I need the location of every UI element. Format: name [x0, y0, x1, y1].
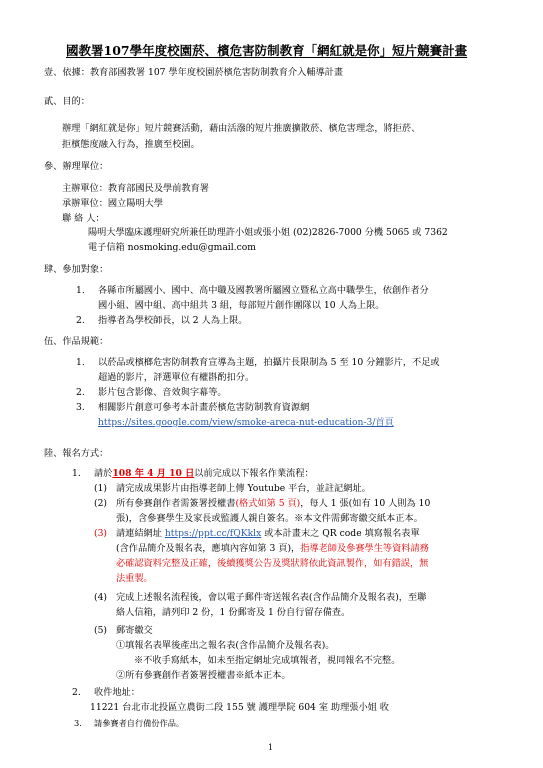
step-2-line-2: 張)，含參賽學生及家長或監護人親自簽名。※本文件需郵寄繳交紙本正本。 — [116, 513, 423, 524]
section-basis-label: 壹、依據： — [44, 67, 90, 78]
mailing-address: 11221 台北市北投區立農街二段 155 號 護理學院 604 室 助理張小姐 收 — [90, 702, 389, 713]
step-2-text-b: ，每人 1 張(如有 10 人則為 10 — [300, 498, 431, 509]
step-3-text-c: (含作品簡介及報名表，應填內容如第 3 頁)， — [116, 543, 301, 554]
registration-item-3-number: 3. — [74, 718, 82, 728]
registration-deadline-suffix: 以前完成以下報名作業流程： — [194, 468, 314, 479]
registration-item-2-number: 2. — [72, 687, 81, 698]
host-unit: 主辦單位：教育部國民及學前教育署 — [62, 183, 209, 194]
rules-item-1-line-2: 超過的影片，評選單位有權斟酌扣分。 — [98, 372, 255, 383]
step-3-number: (3) — [94, 528, 108, 539]
section-rules-label: 伍、作品規範： — [44, 336, 109, 347]
contact-label: 聯 絡 人： — [62, 213, 105, 224]
step-1-line-1: 請完成成果影片由指導老師上傳 Youtube 平台，並註記網址。 — [116, 483, 371, 494]
step-3-warning-a: 指導老師及參賽學生等資料請務 — [300, 543, 429, 554]
step-5-item-1: ①填報名表單後產出之報名表(含作品簡介及報名表)。 — [116, 640, 335, 651]
section-units-label: 參、辦理單位： — [44, 161, 109, 172]
purpose-line-2: 拒檳態度融入行為，推廣至校園。 — [62, 139, 200, 150]
rules-item-1-line-1: 以菸品或檳榔危害防制教育宣導為主題，拍攝片長限制為 5 至 10 分鐘影片，不足或 — [98, 357, 440, 368]
purpose-line-1: 辦理「網紅就是你」短片競賽活動，藉由活潑的短片推廣擴散菸、檳危害理念，將拒菸、 — [62, 123, 421, 134]
eligibility-item-1-line-2: 國小組、國中組、高中組共 3 組，每部短片創作團隊以 10 人為上限。 — [98, 300, 385, 311]
step-2-line-1 — [116, 497, 430, 511]
document-title: 國教署107學年度校園菸、檳危害防制教育「網紅就是你」短片競賽計畫 — [66, 43, 468, 58]
mailing-address-label: 收件地址： — [94, 687, 140, 698]
step-3-warning-b: 必確認資料完整及正確，後續獲獎公告及獎狀將依此資訊製作，如有錯誤，無 — [116, 558, 429, 569]
section-basis — [44, 66, 343, 80]
step-3-line-1 — [116, 527, 420, 541]
step-2-number: (2) — [94, 498, 108, 509]
rules-item-3-number: 3. — [76, 402, 85, 413]
eligibility-item-1-line-1: 各縣市所屬國小、國中、高中職及國教署所屬國立暨私立高中職學生，依創作者分 — [98, 285, 429, 296]
page-number: 1 — [268, 743, 274, 752]
registration-item-3-line-1: 請參賽者自行備份作品。 — [94, 718, 185, 728]
contact-line-1: 陽明大學臨床護理研究所兼任助理許小姐或張小姐 (02)2826-7000 分機 5065 或 7362 — [88, 227, 448, 238]
rules-item-2-number: 2. — [76, 387, 85, 398]
registration-form-link[interactable]: https://ppt.cc/fQKklx — [164, 528, 262, 539]
step-4-line-2: 絡人信箱，請列印 2 份，1 份郵寄及 1 份自行留存備查。 — [116, 607, 351, 618]
registration-item-1-line — [94, 467, 314, 481]
organizer-unit: 承辦單位：國立陽明大學 — [62, 198, 164, 209]
step-2-format-note: (格式如第 5 頁) — [235, 498, 301, 509]
step-5-item-2: ②所有參賽創作者簽署授權書※紙本正本。 — [116, 670, 291, 681]
resource-website-link[interactable]: https://sites.google.com/view/smoke-areca-nut-education-3/首頁 — [98, 417, 394, 428]
section-basis-text: 教育部國教署 107 學年度校園菸檳危害防制教育介入輔導計畫 — [89, 67, 344, 78]
step-3-text-a: 請連結網址 — [116, 528, 165, 539]
registration-deadline-prefix: 請於 — [94, 468, 113, 479]
step-4-number: (4) — [94, 592, 108, 603]
step-2-text-a: 所有參賽創作者需簽署授權書 — [116, 498, 236, 509]
step-3-line-2 — [116, 542, 429, 556]
step-5-number: (5) — [94, 625, 108, 636]
section-registration-label: 陸、報名方式： — [44, 448, 109, 459]
section-purpose-label: 貳、目的： — [44, 96, 90, 107]
step-5-line-1: 郵寄繳交 — [116, 625, 153, 636]
step-4-line-1: 完成上述報名流程後，會以電子郵件寄送報名表(含作品簡介及報名表)，至聯 — [116, 592, 427, 603]
contact-email: 電子信箱 nosmoking.edu@gmail.com — [88, 242, 256, 253]
step-3-text-b: 或本計畫末之 QR code 填寫報名表單 — [261, 528, 420, 539]
eligibility-item-1-number: 1. — [76, 285, 85, 296]
rules-item-3-line-1: 相關影片創意可參考本計畫菸檳危害防制教育資源網 — [98, 402, 310, 413]
registration-item-1-number: 1. — [72, 468, 81, 479]
rules-item-1-number: 1. — [76, 357, 85, 368]
step-3-warning-c: 法重製。 — [116, 573, 153, 584]
step-1-number: (1) — [94, 483, 108, 494]
eligibility-item-2-line-1: 指導者為學校師長，以 2 人為上限。 — [98, 315, 248, 326]
registration-deadline-date: 108 年 4 月 10 日 — [112, 468, 195, 479]
step-5-item-1-note: ※不收手寫紙本，如未至指定網址完成填報者，視同報名不完整。 — [134, 655, 401, 666]
rules-item-2-line-1: 影片包含影像、音效與字幕等。 — [98, 387, 227, 398]
section-eligibility-label: 肆、參加對象： — [44, 264, 109, 275]
eligibility-item-2-number: 2. — [76, 315, 85, 326]
